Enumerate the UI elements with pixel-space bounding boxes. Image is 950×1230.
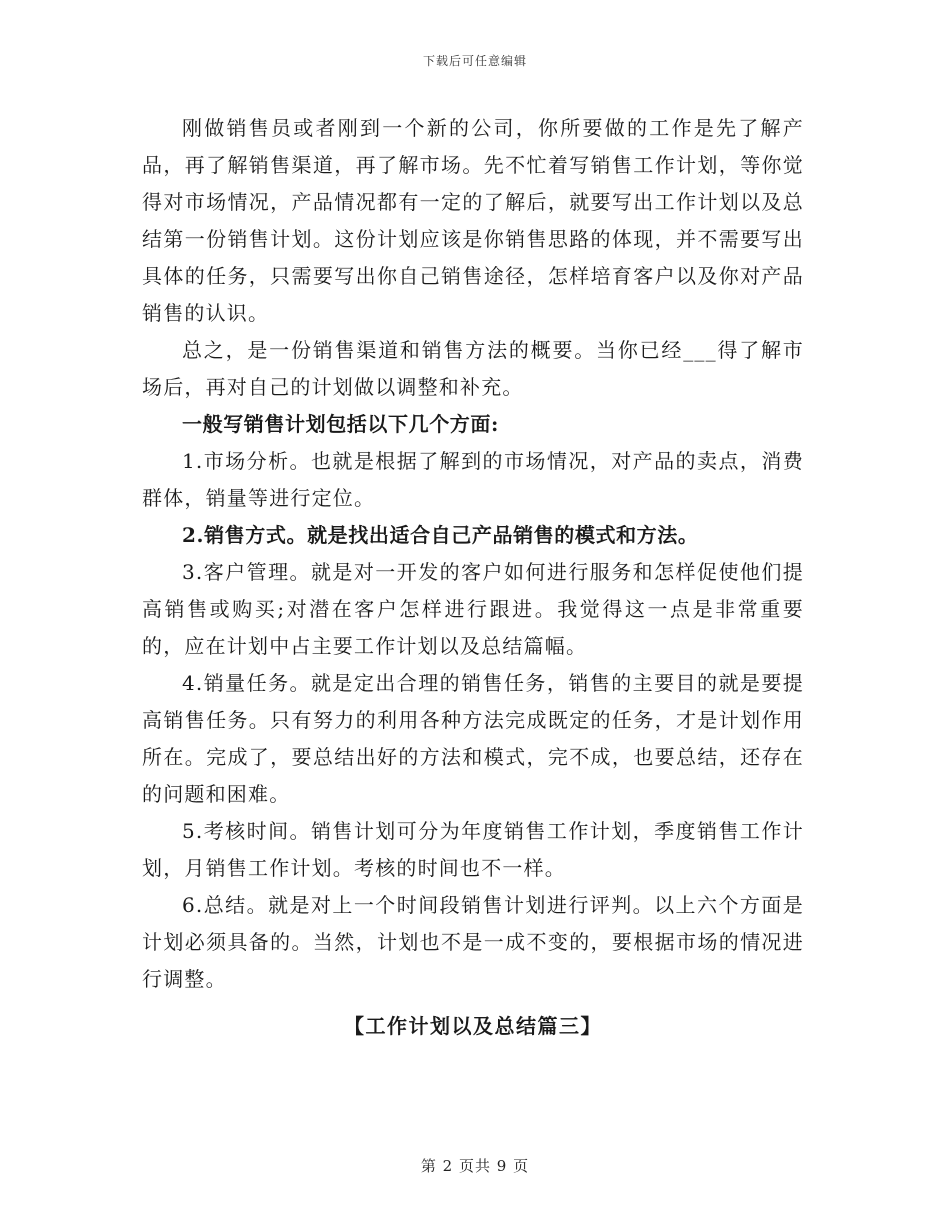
document-body [142, 110, 804, 1045]
paragraph-assessment-time: 5.考核时间。销售计划可分为年度销售工作计划，季度销售工作计划，月销售工作计划。考核的时间也不一样。 [142, 819, 804, 880]
page-number: 第 2 页共 9 页 [420, 1157, 530, 1175]
section-title: 【工作计划以及总结篇三】 [344, 1014, 602, 1038]
paragraph-summary: 总之，是一份销售渠道和销售方法的概要。当你已经___得了解市场后，再对自己的计划做以调整和补充。 [142, 338, 804, 399]
page-header-note: 下载后可任意编辑 [422, 54, 527, 68]
paragraph-aspects-heading: 一般写销售计划包括以下几个方面: [182, 412, 499, 436]
paragraph-sales-method: 2.销售方式。就是找出适合自己产品销售的模式和方法。 [182, 523, 699, 547]
paragraph-conclusion: 6.总结。就是对上一个时间段销售计划进行评判。以上六个方面是计划必须具备的。当然，计划也不是一成不变的，要根据市场的情况进行调整。 [142, 893, 804, 991]
paragraph-intro: 刚做销售员或者刚到一个新的公司，你所要做的工作是先了解产品，再了解销售渠道，再了解市场。先不忙着写销售工作计划，等你觉得对市场情况，产品情况都有一定的了解后，就要写出工作计划以及总结第一份销售计划。这份计划应该是你销售思路的体现，并不需要写出具体的任务，只需要写出你自己销售途径，怎样培育客户以及你对产品销售的认识。 [142, 116, 804, 325]
paragraph-market-analysis: 1.市场分析。也就是根据了解到的市场情况，对产品的卖点，消费群体，销量等进行定位。 [142, 449, 804, 510]
paragraph-sales-target: 4.销量任务。就是定出合理的销售任务，销售的主要目的就是要提高销售任务。只有努力的利用各种方法完成既定的任务，才是计划作用所在。完成了，要总结出好的方法和模式，完不成，也要总结，还存在的问题和困难。 [142, 671, 804, 806]
paragraph-customer-management: 3.客户管理。就是对一开发的客户如何进行服务和怎样促使他们提高销售或购买;对潜在客户怎样进行跟进。我觉得这一点是非常重要的，应在计划中占主要工作计划以及总结篇幅。 [142, 560, 804, 658]
